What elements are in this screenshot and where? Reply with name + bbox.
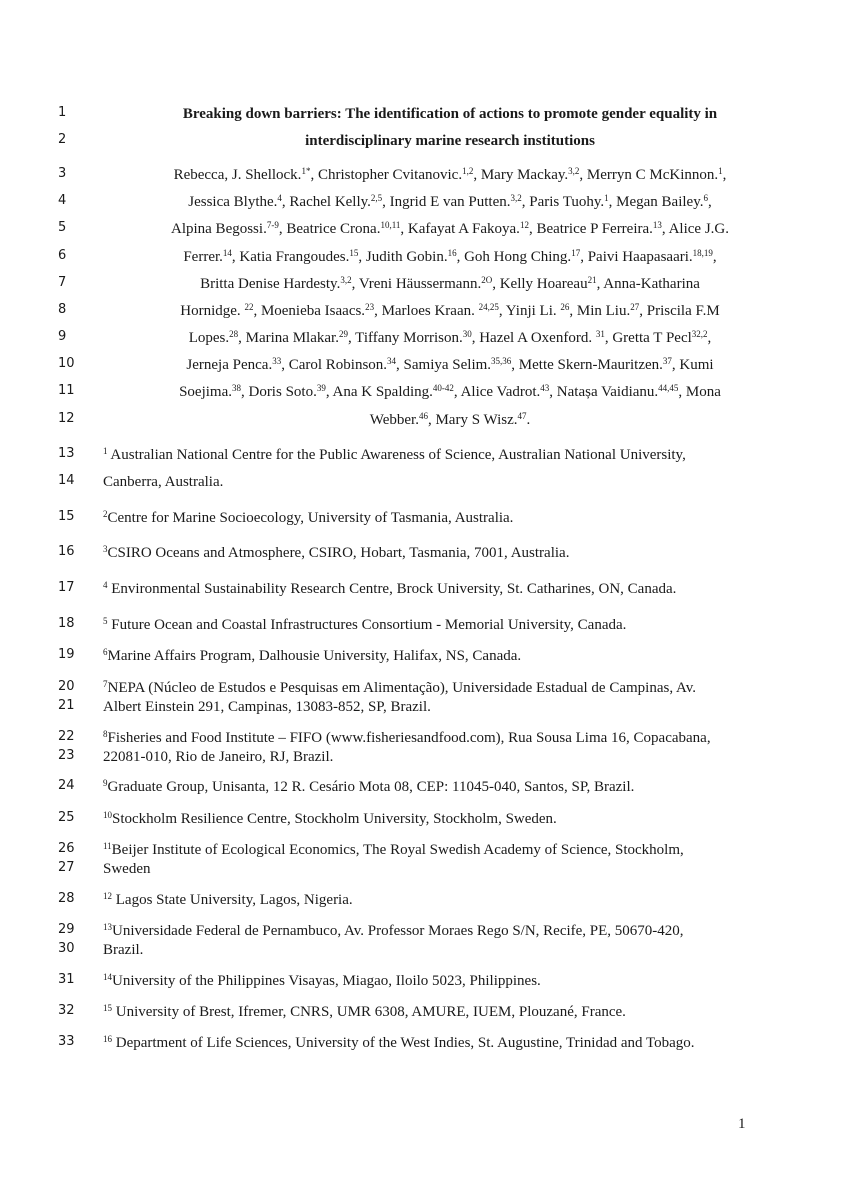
line-number: 26 bbox=[58, 841, 75, 856]
affiliation-marker: 23 bbox=[365, 302, 375, 312]
line-number: 9 bbox=[58, 329, 67, 344]
line-number: 8 bbox=[58, 302, 67, 317]
affiliation-number: 1 bbox=[103, 446, 108, 456]
affiliation-number: 10 bbox=[103, 810, 112, 820]
affiliation-line: Sweden bbox=[103, 861, 151, 877]
title-line: Breaking down barriers: The identification of actions to promote gender equality in bbox=[182, 106, 718, 122]
affiliation-line: $^{13}$Universidade Federal de Pernambuco, Av. Professor Moraes Rego S/N, Recife, PE, 50670-420, bbox=[103, 922, 684, 939]
affiliation-marker: 32,2 bbox=[691, 329, 708, 339]
affiliation-marker: 1,2 bbox=[462, 166, 474, 176]
line-number: 28 bbox=[58, 891, 75, 906]
affiliation-line: $^{10}$Stockholm Resilience Centre, Stockholm University, Stockholm, Sweden. bbox=[103, 810, 557, 827]
affiliation-marker: 14 bbox=[222, 248, 232, 258]
affiliation-marker: 2,5 bbox=[370, 193, 383, 203]
affiliation-number: 12 bbox=[103, 891, 112, 901]
affiliation-marker: 29 bbox=[338, 329, 348, 339]
affiliation-marker: 33 bbox=[272, 356, 282, 366]
affiliation-number: 11 bbox=[103, 841, 112, 851]
line-number: 31 bbox=[58, 972, 75, 987]
affiliation-number: 14 bbox=[103, 972, 112, 982]
affiliation-number: 9 bbox=[103, 778, 108, 788]
line-number: 32 bbox=[58, 1003, 75, 1018]
affiliation-line: $^8$Fisheries and Food Institute – FIFO (www.fisheriesandfood.com), Rua Sousa Lima 16, Copacabana, bbox=[103, 729, 711, 746]
affiliation-marker: 26 bbox=[560, 302, 570, 312]
affiliation-line: 22081-010, Rio de Janeiro, RJ, Brazil. bbox=[103, 749, 334, 765]
author-line: Rebecca, J. Shellock.$^{1*}$, Christopher Cvitanovic.$^{1,2}$, Mary Mackay.$^{3,2}$, Merryn C McKinnon.$^1$, bbox=[173, 166, 727, 183]
line-number: 3 bbox=[58, 166, 67, 181]
affiliation-marker: 38 bbox=[231, 383, 241, 393]
affiliation-marker: 3,2 bbox=[510, 193, 522, 203]
affiliation-number: 4 bbox=[103, 580, 108, 590]
affiliation-marker: 34 bbox=[387, 356, 397, 366]
affiliation-line: $^2$Centre for Marine Socioecology, University of Tasmania, Australia. bbox=[103, 509, 514, 526]
author-line: Lopes.$^{28}$, Marina Mlakar.$^{29}$, Tiffany Morrison.$^{30}$, Hazel A Oxenford. $^{31}$, Gretta T Pecl$^{32,2}$, bbox=[188, 329, 712, 346]
line-number: 21 bbox=[58, 698, 75, 713]
affiliation-marker: 44,45 bbox=[658, 383, 679, 393]
affiliation-number: 13 bbox=[103, 922, 112, 932]
affiliation-line: $^{11}$Beijer Institute of Ecological Economics, The Royal Swedish Academy of Science, Stockholm, bbox=[103, 841, 684, 858]
affiliation-line: $^7$NEPA (Núcleo de Estudos e Pesquisas em Alimentação), Universidade Estadual de Campinas, Av. bbox=[103, 679, 697, 696]
line-number: 2 bbox=[58, 132, 67, 147]
affiliation-marker: 30 bbox=[462, 329, 472, 339]
author-line: Britta Denise Hardesty.$^{3,2}$, Vreni Häussermann.$^{2O}$, Kelly Hoareau$^{21}$, Anna-Katharina bbox=[200, 275, 700, 292]
affiliation-marker: 2O bbox=[481, 275, 493, 285]
affiliation-marker: 37 bbox=[662, 356, 672, 366]
author-line: Hornidge. $^{22}$, Moenieba Isaacs.$^{23}$, Marloes Kraan. $^{24,25}$, Yinji Li. $^{26}$, Min Liu.$^{27}$, Priscila F.M bbox=[180, 302, 720, 319]
affiliation-marker: 1* bbox=[301, 166, 311, 176]
affiliation-number: 6 bbox=[103, 647, 108, 657]
affiliation-line: $^6$Marine Affairs Program, Dalhousie University, Halifax, NS, Canada. bbox=[103, 647, 522, 664]
affiliation-line: $^9$Graduate Group, Unisanta, 12 R. Cesário Mota 08, CEP: 11045-040, Santos, SP, Brazil. bbox=[103, 778, 635, 795]
line-number: 1 bbox=[58, 105, 67, 120]
line-number: 11 bbox=[58, 383, 75, 398]
author-line: Alpina Begossi.$^{7-9}$, Beatrice Crona.$^{10,11}$, Kafayat A Fakoya.$^{12}$, Beatrice P Ferreira.$^{13}$, Alice J.G. bbox=[170, 220, 729, 237]
affiliation-marker: 1 bbox=[718, 166, 723, 176]
line-number: 7 bbox=[58, 275, 67, 290]
line-number: 16 bbox=[58, 544, 75, 559]
affiliation-marker: 24,25 bbox=[478, 302, 499, 312]
author-line: Webber.$^{46}$, Mary S Wisz.$^{47}$. bbox=[369, 411, 531, 428]
author-line: Ferrer.$^{14}$, Katia Frangoudes.$^{15}$, Judith Gobin.$^{16}$, Goh Hong Ching.$^{17}$, Paivi Haapasaari.$^{18,19}$, bbox=[183, 248, 717, 265]
line-number: 30 bbox=[58, 941, 75, 956]
line-number: 12 bbox=[58, 411, 75, 426]
affiliation-marker: 4 bbox=[277, 193, 282, 203]
affiliation-marker: 1 bbox=[604, 193, 609, 203]
affiliation-marker: 6 bbox=[703, 193, 708, 203]
affiliation-marker: 15 bbox=[349, 248, 359, 258]
page-number: 1 bbox=[738, 1116, 746, 1132]
affiliation-marker: 3,2 bbox=[568, 166, 580, 176]
affiliation-marker: 22 bbox=[244, 302, 254, 312]
affiliation-line: Brazil. bbox=[103, 942, 144, 958]
affiliation-number: 5 bbox=[103, 616, 108, 626]
line-number: 18 bbox=[58, 616, 75, 631]
affiliation-line: Canberra, Australia. bbox=[103, 474, 224, 490]
line-number: 17 bbox=[58, 580, 75, 595]
affiliation-marker: 28 bbox=[229, 329, 239, 339]
affiliation-marker: 18,19 bbox=[692, 248, 713, 258]
line-number: 14 bbox=[58, 473, 75, 488]
affiliation-marker: 7-9 bbox=[266, 220, 279, 230]
affiliation-marker: 35,36 bbox=[491, 356, 512, 366]
author-line: Jerneja Penca.$^{33}$, Carol Robinson.$^{34}$, Samiya Selim.$^{35,36}$, Mette Skern-Mauritzen.$^{37}$, Kumi bbox=[186, 356, 714, 373]
line-number: 33 bbox=[58, 1034, 75, 1049]
line-number: 27 bbox=[58, 860, 75, 875]
line-number: 24 bbox=[58, 778, 75, 793]
line-number: 23 bbox=[58, 748, 75, 763]
affiliation-line: $^{14}$University of the Philippines Visayas, Miagao, Iloilo 5023, Philippines. bbox=[103, 972, 541, 989]
affiliation-marker: 3,2 bbox=[340, 275, 352, 285]
affiliation-line: $^4$ Environmental Sustainability Research Centre, Brock University, St. Catharines, ON, Canada. bbox=[103, 580, 677, 597]
line-number: 29 bbox=[58, 922, 75, 937]
line-number: 22 bbox=[58, 729, 75, 744]
line-number: 6 bbox=[58, 248, 67, 263]
affiliation-marker: 21 bbox=[587, 275, 597, 285]
line-number: 15 bbox=[58, 509, 75, 524]
affiliation-marker: 39 bbox=[316, 383, 326, 393]
affiliation-marker: 17 bbox=[571, 248, 581, 258]
affiliation-marker: 46 bbox=[418, 411, 428, 421]
affiliation-marker: 13 bbox=[652, 220, 662, 230]
affiliation-line: Albert Einstein 291, Campinas, 13083-852, SP, Brazil. bbox=[103, 699, 431, 715]
affiliation-number: 7 bbox=[103, 679, 108, 689]
line-number: 10 bbox=[58, 356, 75, 371]
line-number: 19 bbox=[58, 647, 75, 662]
affiliation-marker: 40-42 bbox=[432, 383, 454, 393]
affiliation-marker: 10,11 bbox=[380, 220, 401, 230]
title-line: interdisciplinary marine research institutions bbox=[305, 133, 595, 149]
affiliation-marker: 12 bbox=[519, 220, 529, 230]
affiliation-marker: 31 bbox=[595, 329, 605, 339]
affiliation-line: $^{15}$ University of Brest, Ifremer, CNRS, UMR 6308, AMURE, IUEM, Plouzané, France. bbox=[103, 1003, 626, 1020]
line-number: 5 bbox=[58, 220, 67, 235]
affiliation-line: $^1$ Australian National Centre for the Public Awareness of Science, Australian National University, bbox=[103, 446, 686, 463]
affiliation-line: $^{16}$ Department of Life Sciences, University of the West Indies, St. Augustine, Trinidad and Tobago. bbox=[103, 1034, 695, 1051]
affiliation-marker: 43 bbox=[540, 383, 550, 393]
line-number: 4 bbox=[58, 193, 67, 208]
line-number: 20 bbox=[58, 679, 75, 694]
affiliation-line: $^3$CSIRO Oceans and Atmosphere, CSIRO, Hobart, Tasmania, 7001, Australia. bbox=[103, 544, 570, 561]
affiliation-number: 15 bbox=[103, 1003, 112, 1013]
line-number: 13 bbox=[58, 446, 75, 461]
affiliation-marker: 27 bbox=[630, 302, 640, 312]
affiliation-number: 3 bbox=[103, 544, 108, 554]
affiliation-line: $^5$ Future Ocean and Coastal Infrastructures Consortium - Memorial University, Canada. bbox=[103, 616, 627, 633]
affiliation-number: 8 bbox=[103, 729, 108, 739]
affiliation-line: $^{12}$ Lagos State University, Lagos, Nigeria. bbox=[103, 891, 353, 908]
affiliation-marker: 47 bbox=[517, 411, 527, 421]
affiliation-number: 2 bbox=[103, 509, 108, 519]
line-number: 25 bbox=[58, 810, 75, 825]
affiliation-marker: 16 bbox=[447, 248, 457, 258]
author-line: Soejima.$^{38}$, Doris Soto.$^{39}$, Ana K Spalding.$^{40-42}$, Alice Vadrot.$^{43}$, Natașa Vaidianu.$^{44,45}$, Mona bbox=[179, 383, 721, 400]
affiliation-number: 16 bbox=[103, 1034, 112, 1044]
author-line: Jessica Blythe.$^4$, Rachel Kelly.$^{2,5}$, Ingrid E van Putten.$^{3,2}$, Paris Tuohy.$^1$, Megan Bailey.$^6$, bbox=[188, 193, 712, 210]
